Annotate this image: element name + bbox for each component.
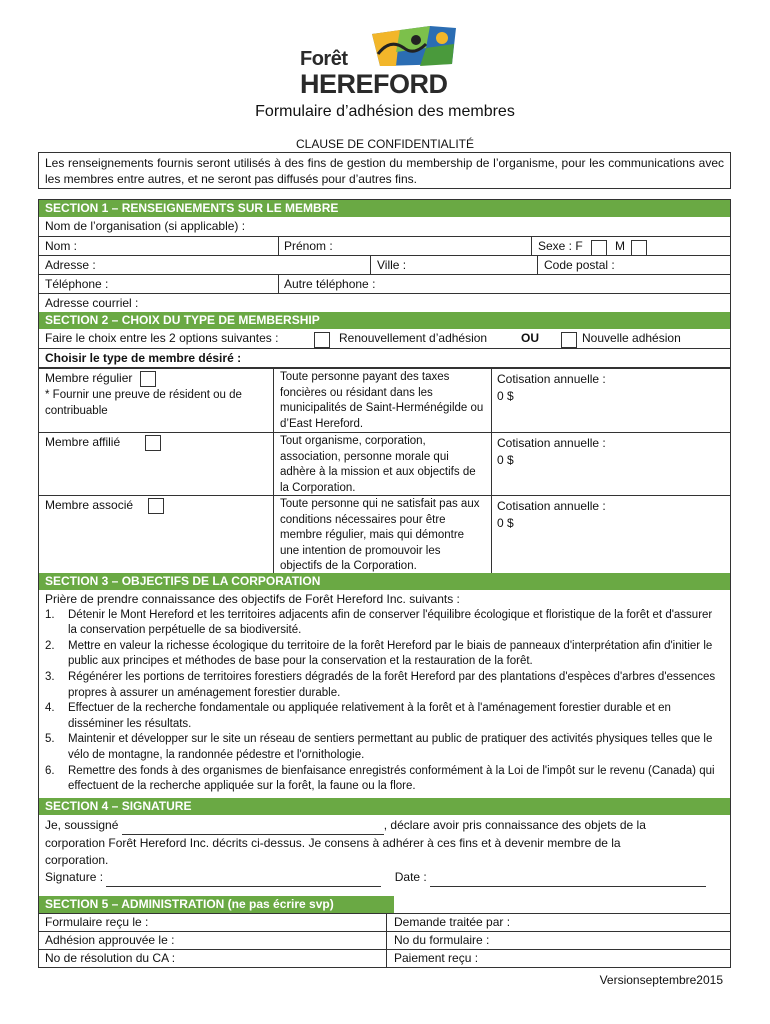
choice-row [39,329,730,348]
objectives-intro: Prière de prendre connaissance des objectifs de Forêt Hereford Inc. suivants : [45,592,460,606]
admin-label: Adhésion approuvée le : [45,932,175,947]
date-label: Date : [394,869,427,884]
sexe-m-checkbox[interactable] [631,238,647,256]
list-item: 6. Remettre des fonds à des organismes de bienfaisance enregistrés conformément à la Loi de l'impôt sur le revenu (Canada) qui effectuent de la recherche appliquée sur la forêt, la faune ou la flore. [45,764,715,793]
declaration-text-1: , déclare avoir pris connaissance des objets de la [383,817,646,832]
nouvelle-label: Nouvelle adhésion [582,331,681,345]
member-type-desc: Toute personne qui ne satisfait pas aux conditions nécessaires pour être membre régulier, mais qui démontre une intention de promouvoir les objectifs de la Corporation. [280,498,480,572]
member-type-name: Membre associé [45,498,134,513]
fee-value: 0 $ [497,389,514,403]
name-row [39,236,730,255]
section-5-header: SECTION 5 – ADMINISTRATION (ne pas écrire svp) [39,896,394,913]
org-label: Nom de l’organisation (si applicable) : [45,219,246,233]
section-4-header: SECTION 4 – SIGNATURE [39,798,730,815]
declaration-text-2: corporation Forêt Hereford Inc. décrits ci-dessus. Je consens à adhérer à ces fins et à devenir membre de la [45,835,621,850]
renouvellement-label: Renouvellement d’adhésion [339,331,488,345]
email-row [39,293,730,312]
page-title: Formulaire d’adhésion des membres [255,103,515,120]
fee-label: Cotisation annuelle : [497,436,606,450]
list-item: 1. Détenir le Mont Hereford et les territoires adjacents afin de conserver l'équilibre écologique et floristique de la forêt et d'assurer la conservation perpétuelle de sa biodiversité. [45,608,713,637]
logo [300,20,460,98]
je-soussigne-label: Je, soussigné [45,817,119,832]
fee-value: 0 $ [497,453,514,467]
list-item: 4. Effectuer de la recherche fondamentale ou appliquée relativement à la forêt et à l'aménagement forestier durable et en disséminer les résultats. [45,702,671,730]
admin-row [39,949,730,967]
list-item: 3. Régénérer les portions de territoires forestiers dégradés de la forêt Hereford par des plantations d'espèces d'arbres d'essences propres à assurer un aménagement forestier durable. [45,670,716,699]
admin-row [39,931,730,949]
sexe-f-checkbox[interactable] [591,238,607,256]
code-postal-label: Code postal : [544,258,615,272]
section-3-header: SECTION 3 – OBJECTIFS DE LA CORPORATION [39,573,730,590]
renouvellement-checkbox[interactable] [314,330,330,348]
fee-label: Cotisation annuelle : [497,372,606,386]
signature-field[interactable] [106,869,381,887]
objectives-list [39,590,730,798]
member-type-name: Membre régulier [45,371,133,386]
member-type-desc: Toute personne payant des taxes foncières ou résidant dans les municipalités de Saint-Herménégilde ou d’East Hereford. [280,371,484,430]
signature-block [39,815,730,896]
declaration-text-3: corporation. [45,852,109,867]
member-type-row [39,368,730,432]
logo-emblem-icon [370,24,460,68]
phone-row [39,274,730,293]
courriel-label: Adresse courriel : [45,296,139,310]
member-type-row [39,495,730,573]
admin-label: No de résolution du CA : [45,950,176,965]
membre-affilie-checkbox[interactable] [145,435,161,451]
ville-label: Ville : [377,258,407,272]
nom-label: Nom : [45,239,78,253]
admin-label: Paiement reçu : [394,950,479,965]
logo-text-foret: Forêt [300,48,348,70]
date-field[interactable] [430,869,706,887]
autre-telephone-label: Autre téléphone : [284,277,376,291]
logo-text-hereford: HEREFORD [300,69,448,99]
member-type-name: Membre affilié [45,435,121,450]
name-line-field[interactable] [122,817,384,835]
sexe-m-label: M [615,239,625,253]
section-2-header: SECTION 2 – CHOIX DU TYPE DE MEMBERSHIP [39,312,730,329]
signature-label: Signature : [45,869,104,884]
section-1-header: SECTION 1 – RENSEIGNEMENTS SUR LE MEMBRE [39,200,730,217]
nouvelle-checkbox[interactable] [561,330,577,348]
prenom-label: Prénom : [284,239,333,253]
address-row [39,255,730,274]
choose-type-row [39,348,730,367]
choice-label: Faire le choix entre les 2 options suivantes : [45,331,279,345]
fee-value: 0 $ [497,516,514,530]
ou-label: OU [521,331,539,345]
member-type-row [39,432,730,495]
version-label: Versionseptembre2015 [599,973,723,987]
admin-label: Formulaire reçu le : [45,914,149,929]
membre-associe-checkbox[interactable] [148,498,164,514]
member-types-table [39,367,730,573]
member-type-desc: Tout organisme, corporation, association, personne morale qui adhère à la mission et aux objectifs de la Corporation. [280,435,476,494]
membership-form [38,199,731,968]
sexe-label: Sexe : F [538,239,583,253]
list-item: 2. Mettre en valeur la richesse écologique du territoire de la forêt Hereford par le biais de panneaux d'interprétation afin d'initier le public aux principes et méthodes de base pour la conservation et la restauration de la forêt. [45,639,713,668]
member-type-note: * Fournir une preuve de résident ou de contribuable [45,389,242,417]
fee-label: Cotisation annuelle : [497,499,606,513]
confidentiality-text: Les renseignements fournis seront utilisés à des fins de gestion du membership de l’organisme, pour les communications avec les membres entre autres, et ne seront pas diffusés pour d’autres fins. [38,152,731,189]
confidentiality-title: CLAUSE DE CONFIDENTIALITÉ [295,137,475,151]
list-item: 5. Maintenir et développer sur le site un réseau de sentiers permettant au public de pratiquer des activités physiques telles que le vélo de montagne, la randonnée pédestre et l'ornithologie. [45,733,713,761]
admin-row [39,913,730,931]
admin-label: No du formulaire : [394,932,490,947]
admin-label: Demande traitée par : [394,914,511,929]
membre-regulier-checkbox[interactable] [140,371,156,387]
choose-type-label: Choisir le type de membre désiré : [45,351,242,365]
adresse-label: Adresse : [45,258,96,272]
telephone-label: Téléphone : [45,277,109,291]
org-row[interactable] [39,217,730,236]
